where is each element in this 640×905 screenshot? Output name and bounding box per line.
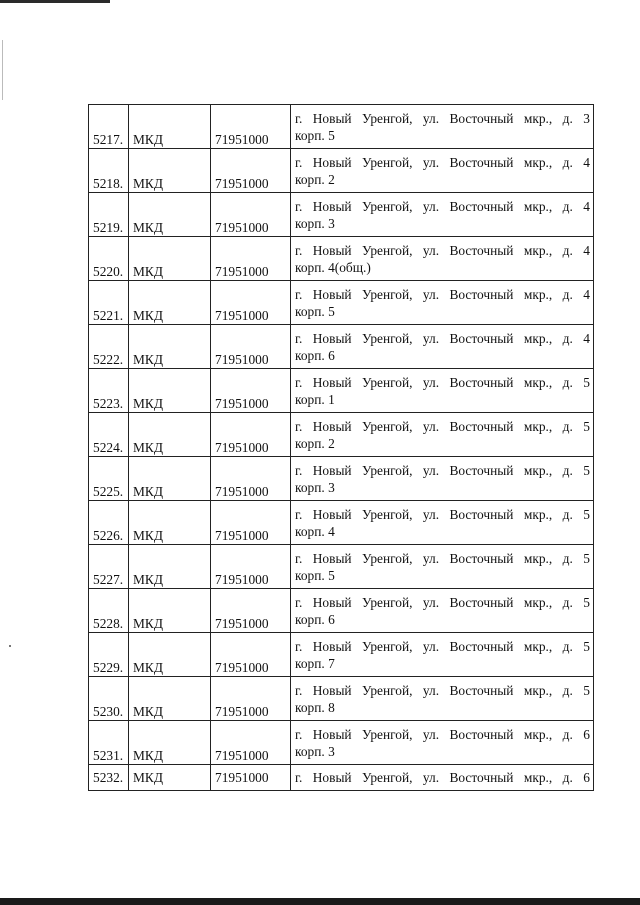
address-word: Уренгой, <box>362 330 413 346</box>
address-word: Новый <box>312 110 352 126</box>
address-word: г. <box>295 770 303 785</box>
address-word: Новый <box>312 462 352 478</box>
address-word: 4 <box>583 330 590 346</box>
address-word: д. <box>562 770 573 785</box>
table-row <box>89 545 594 589</box>
address-word: 4 <box>583 286 590 302</box>
address-cell <box>291 237 594 281</box>
address-word: Новый <box>312 154 352 170</box>
address-word: ул. <box>422 242 440 258</box>
address-word: 5 <box>583 374 590 390</box>
address-word: Восточный <box>449 418 514 434</box>
address-word: д. <box>562 726 573 742</box>
address-word: Уренгой, <box>362 770 413 785</box>
address-word: мкр., <box>523 506 553 522</box>
object-type: МКД <box>129 413 211 457</box>
address-line-1 <box>295 418 590 435</box>
address-word: Восточный <box>449 770 514 785</box>
address-word: мкр., <box>523 682 553 698</box>
address-word: Новый <box>312 638 352 654</box>
address-cell <box>291 765 594 791</box>
address-line-1 <box>295 769 590 786</box>
address-word: г. <box>295 550 303 566</box>
address-word: Уренгой, <box>362 242 413 258</box>
table-row <box>89 501 594 545</box>
address-cell <box>291 721 594 765</box>
address-word: Восточный <box>449 286 514 302</box>
address-word: г. <box>295 682 303 698</box>
address-cell <box>291 149 594 193</box>
address-word: г. <box>295 726 303 742</box>
address-line-1 <box>295 110 590 127</box>
oktmo-code: 71951000 <box>211 325 291 369</box>
oktmo-code: 71951000 <box>211 105 291 149</box>
address-word: ул. <box>422 726 440 742</box>
address-cell <box>291 457 594 501</box>
address-word: 5 <box>583 682 590 698</box>
address-word: Уренгой, <box>362 198 413 214</box>
address-cell <box>291 501 594 545</box>
address-word: ул. <box>422 506 440 522</box>
address-word: мкр., <box>523 726 553 742</box>
table-row <box>89 281 594 325</box>
address-word: Восточный <box>449 594 514 610</box>
address-word: Новый <box>312 726 352 742</box>
table-row <box>89 193 594 237</box>
table-row <box>89 457 594 501</box>
address-word: д. <box>562 506 573 522</box>
address-word: Уренгой, <box>362 550 413 566</box>
address-word: д. <box>562 198 573 214</box>
address-line-1 <box>295 462 590 479</box>
row-number: 5230. <box>89 677 129 721</box>
address-word: Новый <box>312 550 352 566</box>
address-word: ул. <box>422 198 440 214</box>
oktmo-code: 71951000 <box>211 193 291 237</box>
address-word: Уренгой, <box>362 110 413 126</box>
address-word: г. <box>295 506 303 522</box>
object-type: МКД <box>129 193 211 237</box>
row-number: 5219. <box>89 193 129 237</box>
address-word: мкр., <box>523 462 553 478</box>
address-line-1 <box>295 154 590 171</box>
scan-left-mark <box>2 40 3 100</box>
address-word: ул. <box>422 418 440 434</box>
address-word: 4 <box>583 154 590 170</box>
address-word: 6 <box>583 770 590 785</box>
table-row <box>89 325 594 369</box>
object-type: МКД <box>129 149 211 193</box>
address-word: Уренгой, <box>362 418 413 434</box>
object-type: МКД <box>129 633 211 677</box>
address-word: 5 <box>583 550 590 566</box>
address-word: Уренгой, <box>362 726 413 742</box>
oktmo-code: 71951000 <box>211 501 291 545</box>
address-word: Восточный <box>449 726 514 742</box>
row-number: 5218. <box>89 149 129 193</box>
address-word: мкр., <box>523 110 553 126</box>
address-word: Восточный <box>449 110 514 126</box>
address-line-2: корп. 8 <box>295 699 335 715</box>
address-word: д. <box>562 550 573 566</box>
address-line-2: корп. 6 <box>295 611 335 627</box>
address-word: д. <box>562 330 573 346</box>
address-word: д. <box>562 594 573 610</box>
address-word: 5 <box>583 506 590 522</box>
address-word: Восточный <box>449 506 514 522</box>
address-word: Восточный <box>449 462 514 478</box>
address-word: д. <box>562 462 573 478</box>
address-word: д. <box>562 154 573 170</box>
address-cell <box>291 545 594 589</box>
address-line-2: корп. 3 <box>295 479 335 495</box>
oktmo-code: 71951000 <box>211 457 291 501</box>
table-row <box>89 237 594 281</box>
address-line-1 <box>295 286 590 303</box>
address-word: Уренгой, <box>362 682 413 698</box>
address-word: мкр., <box>523 374 553 390</box>
oktmo-code: 71951000 <box>211 677 291 721</box>
address-word: Новый <box>312 594 352 610</box>
address-word: Восточный <box>449 682 514 698</box>
address-line-2: корп. 5 <box>295 303 335 319</box>
table-row <box>89 369 594 413</box>
address-word: ул. <box>422 154 440 170</box>
address-word: 4 <box>583 242 590 258</box>
address-word: мкр., <box>523 594 553 610</box>
address-word: Новый <box>312 242 352 258</box>
address-line-2: корп. 2 <box>295 435 335 451</box>
address-cell <box>291 677 594 721</box>
object-type: МКД <box>129 589 211 633</box>
address-line-1 <box>295 330 590 347</box>
oktmo-code: 71951000 <box>211 413 291 457</box>
object-type: МКД <box>129 105 211 149</box>
row-number: 5222. <box>89 325 129 369</box>
address-word: г. <box>295 110 303 126</box>
oktmo-code: 71951000 <box>211 633 291 677</box>
registry-table <box>88 104 594 791</box>
address-word: ул. <box>422 682 440 698</box>
object-type: МКД <box>129 457 211 501</box>
address-word: Уренгой, <box>362 374 413 390</box>
address-line-1 <box>295 506 590 523</box>
table-row <box>89 589 594 633</box>
address-cell <box>291 369 594 413</box>
address-word: г. <box>295 638 303 654</box>
object-type: МКД <box>129 325 211 369</box>
scan-top-mark <box>0 0 110 3</box>
address-word: д. <box>562 682 573 698</box>
address-word: 5 <box>583 594 590 610</box>
object-type: МКД <box>129 545 211 589</box>
address-word: Уренгой, <box>362 638 413 654</box>
address-line-2: корп. 4 <box>295 523 335 539</box>
table-row <box>89 105 594 149</box>
address-word: мкр., <box>523 770 553 785</box>
oktmo-code: 71951000 <box>211 281 291 325</box>
table-row <box>89 633 594 677</box>
address-word: д. <box>562 418 573 434</box>
row-number: 5232. <box>89 765 129 791</box>
address-word: ул. <box>422 374 440 390</box>
row-number: 5231. <box>89 721 129 765</box>
table-row <box>89 765 594 791</box>
address-word: г. <box>295 198 303 214</box>
address-word: г. <box>295 462 303 478</box>
address-word: Восточный <box>449 242 514 258</box>
address-word: 6 <box>583 726 590 742</box>
row-number: 5223. <box>89 369 129 413</box>
address-word: д. <box>562 374 573 390</box>
address-word: г. <box>295 242 303 258</box>
address-line-1 <box>295 638 590 655</box>
address-line-1 <box>295 242 590 259</box>
address-line-2: корп. 5 <box>295 127 335 143</box>
object-type: МКД <box>129 369 211 413</box>
address-word: д. <box>562 110 573 126</box>
address-word: Восточный <box>449 638 514 654</box>
address-line-1 <box>295 550 590 567</box>
oktmo-code: 71951000 <box>211 545 291 589</box>
address-word: г. <box>295 418 303 434</box>
oktmo-code: 71951000 <box>211 765 291 791</box>
address-line-2: корп. 2 <box>295 171 335 187</box>
row-number: 5224. <box>89 413 129 457</box>
address-line-1 <box>295 594 590 611</box>
address-word: Новый <box>312 198 352 214</box>
table-row <box>89 149 594 193</box>
address-line-2: корп. 1 <box>295 391 335 407</box>
address-word: д. <box>562 286 573 302</box>
address-line-1 <box>295 682 590 699</box>
address-word: 4 <box>583 198 590 214</box>
address-line-2: корп. 5 <box>295 567 335 583</box>
oktmo-code: 71951000 <box>211 369 291 413</box>
address-cell <box>291 281 594 325</box>
address-word: г. <box>295 374 303 390</box>
address-line-2: корп. 6 <box>295 347 335 363</box>
address-word: Новый <box>312 770 352 785</box>
address-word: ул. <box>422 110 440 126</box>
address-word: ул. <box>422 638 440 654</box>
table-row <box>89 721 594 765</box>
address-word: 3 <box>583 110 590 126</box>
address-line-2: корп. 3 <box>295 215 335 231</box>
address-word: 5 <box>583 638 590 654</box>
address-word: Новый <box>312 682 352 698</box>
address-word: Новый <box>312 374 352 390</box>
address-word: мкр., <box>523 154 553 170</box>
row-number: 5228. <box>89 589 129 633</box>
object-type: МКД <box>129 281 211 325</box>
address-word: Уренгой, <box>362 286 413 302</box>
address-line-1 <box>295 726 590 743</box>
row-number: 5226. <box>89 501 129 545</box>
address-word: ул. <box>422 550 440 566</box>
address-word: Восточный <box>449 198 514 214</box>
address-word: г. <box>295 594 303 610</box>
address-word: Восточный <box>449 154 514 170</box>
table-row <box>89 677 594 721</box>
address-word: Новый <box>312 286 352 302</box>
address-word: Восточный <box>449 374 514 390</box>
oktmo-code: 71951000 <box>211 149 291 193</box>
address-word: мкр., <box>523 418 553 434</box>
address-line-1 <box>295 374 590 391</box>
address-word: г. <box>295 286 303 302</box>
address-word: д. <box>562 638 573 654</box>
row-number: 5220. <box>89 237 129 281</box>
table-row <box>89 413 594 457</box>
address-word: г. <box>295 330 303 346</box>
oktmo-code: 71951000 <box>211 237 291 281</box>
address-cell <box>291 325 594 369</box>
address-word: г. <box>295 154 303 170</box>
address-word: мкр., <box>523 242 553 258</box>
oktmo-code: 71951000 <box>211 721 291 765</box>
address-word: мкр., <box>523 638 553 654</box>
oktmo-code: 71951000 <box>211 589 291 633</box>
address-cell <box>291 589 594 633</box>
address-word: ул. <box>422 286 440 302</box>
row-number: 5221. <box>89 281 129 325</box>
row-number: 5225. <box>89 457 129 501</box>
address-line-1 <box>295 198 590 215</box>
object-type: МКД <box>129 765 211 791</box>
address-word: мкр., <box>523 286 553 302</box>
address-word: мкр., <box>523 550 553 566</box>
address-word: мкр., <box>523 198 553 214</box>
address-word: ул. <box>422 594 440 610</box>
object-type: МКД <box>129 237 211 281</box>
address-word: ул. <box>422 462 440 478</box>
address-word: 5 <box>583 418 590 434</box>
address-word: мкр., <box>523 330 553 346</box>
address-word: Восточный <box>449 330 514 346</box>
address-word: Восточный <box>449 550 514 566</box>
row-number: 5227. <box>89 545 129 589</box>
address-word: Уренгой, <box>362 154 413 170</box>
address-cell <box>291 105 594 149</box>
address-word: Новый <box>312 418 352 434</box>
address-word: Уренгой, <box>362 594 413 610</box>
address-cell <box>291 633 594 677</box>
address-line-2: корп. 4(общ.) <box>295 259 371 275</box>
row-number: 5217. <box>89 105 129 149</box>
scan-dot <box>9 645 11 647</box>
address-word: Новый <box>312 506 352 522</box>
address-word: 5 <box>583 462 590 478</box>
object-type: МКД <box>129 721 211 765</box>
address-cell <box>291 413 594 457</box>
address-word: ул. <box>422 770 440 785</box>
address-word: Уренгой, <box>362 462 413 478</box>
address-word: Уренгой, <box>362 506 413 522</box>
object-type: МКД <box>129 677 211 721</box>
scan-bottom-bar <box>0 898 640 905</box>
registry-body <box>89 105 594 791</box>
object-type: МКД <box>129 501 211 545</box>
address-word: д. <box>562 242 573 258</box>
address-word: Новый <box>312 330 352 346</box>
address-line-2: корп. 3 <box>295 743 335 759</box>
address-line-2: корп. 7 <box>295 655 335 671</box>
address-word: ул. <box>422 330 440 346</box>
address-cell <box>291 193 594 237</box>
row-number: 5229. <box>89 633 129 677</box>
